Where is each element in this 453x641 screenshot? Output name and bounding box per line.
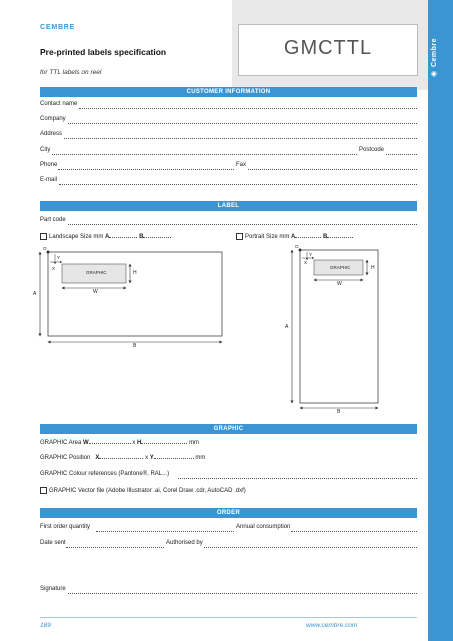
graphic-vector-checkbox[interactable] — [40, 487, 47, 494]
product-code: GMCTTL — [283, 37, 373, 59]
footer-url[interactable]: www.cembre.com — [306, 622, 358, 629]
postcode-label: Postcode — [359, 147, 385, 153]
graphic-area-w-field[interactable] — [89, 443, 131, 444]
sidebar-logo-icon: ◉ — [431, 69, 438, 79]
signature-field[interactable] — [68, 593, 417, 594]
order-section-header: ORDER — [40, 508, 417, 518]
customer-section-header: CUSTOMER INFORMATION — [40, 87, 417, 97]
first-qty-label: First order quantity — [40, 524, 91, 530]
sidebar-brand: ◉ Cembre — [431, 37, 438, 79]
graphic-position-row: GRAPHIC Position X x Y mm — [40, 455, 206, 461]
email-label: E-mail — [40, 177, 58, 183]
authorised-field[interactable] — [204, 547, 417, 548]
landscape-graphic-text: GRAPHIC — [86, 270, 107, 275]
phone-label: Phone — [40, 162, 58, 168]
address-label: Address — [40, 131, 63, 137]
portrait-dim-y: Y — [309, 252, 313, 257]
footer-divider — [40, 617, 417, 618]
landscape-dim-a: A — [33, 291, 37, 297]
date-sent-field[interactable] — [66, 547, 164, 548]
graphic-area-h-field[interactable] — [141, 443, 187, 444]
label-section-header: LABEL — [40, 201, 417, 211]
portrait-graphic-text: GRAPHIC — [330, 265, 351, 270]
portrait-dim-x: X — [304, 260, 308, 265]
portrait-diagram — [292, 249, 378, 409]
landscape-dim-b: B — [133, 343, 137, 349]
signature-label: Signature — [40, 586, 66, 592]
page-title: Pre-printed labels specification — [40, 47, 167, 57]
authorised-label: Authorised by — [166, 540, 203, 546]
graphic-position-y-field[interactable] — [154, 458, 194, 459]
landscape-dim-h: H — [133, 270, 137, 276]
landscape-dim-x: X — [52, 266, 56, 271]
annual-label: Annual consumption — [236, 524, 291, 530]
portrait-dim-w: W — [337, 281, 342, 287]
part-code-label: Part code — [40, 217, 66, 223]
contact-label: Contact name — [40, 101, 78, 107]
fax-label: Fax — [236, 162, 247, 168]
graphic-section-header: GRAPHIC — [40, 424, 417, 434]
annual-field[interactable] — [291, 531, 417, 532]
first-qty-field[interactable] — [96, 531, 234, 532]
portrait-dim-b: B — [337, 409, 341, 415]
landscape-dim-w: W — [93, 289, 98, 295]
page-number: 189 — [40, 622, 51, 629]
graphic-position-x-field[interactable] — [99, 458, 143, 459]
portrait-dim-h: H — [371, 265, 375, 271]
portrait-dim-o: O — [295, 244, 299, 249]
page-subtitle: for TTL labels on reel — [40, 69, 102, 76]
landscape-dim-y: Y — [57, 255, 61, 260]
portrait-dim-a: A — [285, 324, 289, 330]
landscape-dim-o: O — [43, 246, 47, 251]
landscape-option[interactable]: Landscape Size mm A B — [40, 233, 171, 240]
graphic-colour-field[interactable] — [178, 478, 417, 479]
landscape-diagram — [40, 251, 222, 343]
company-label: Company — [40, 116, 66, 122]
brand-name: CEMBRE — [40, 24, 76, 31]
portrait-option[interactable]: Portrait Size mm A B — [236, 233, 353, 240]
date-sent-label: Date sent — [40, 540, 66, 546]
city-label: City — [40, 147, 51, 153]
graphic-area-row: GRAPHIC Area W x H mm — [40, 440, 200, 446]
graphic-colour-label: GRAPHIC Colour references (Pantone®, RAL...) — [40, 471, 170, 477]
graphic-vector-option[interactable]: GRAPHIC Vector file (Adobe Illustrator .ai, Corel Draw .cdr, AutoCAD .dxf) — [40, 487, 246, 494]
